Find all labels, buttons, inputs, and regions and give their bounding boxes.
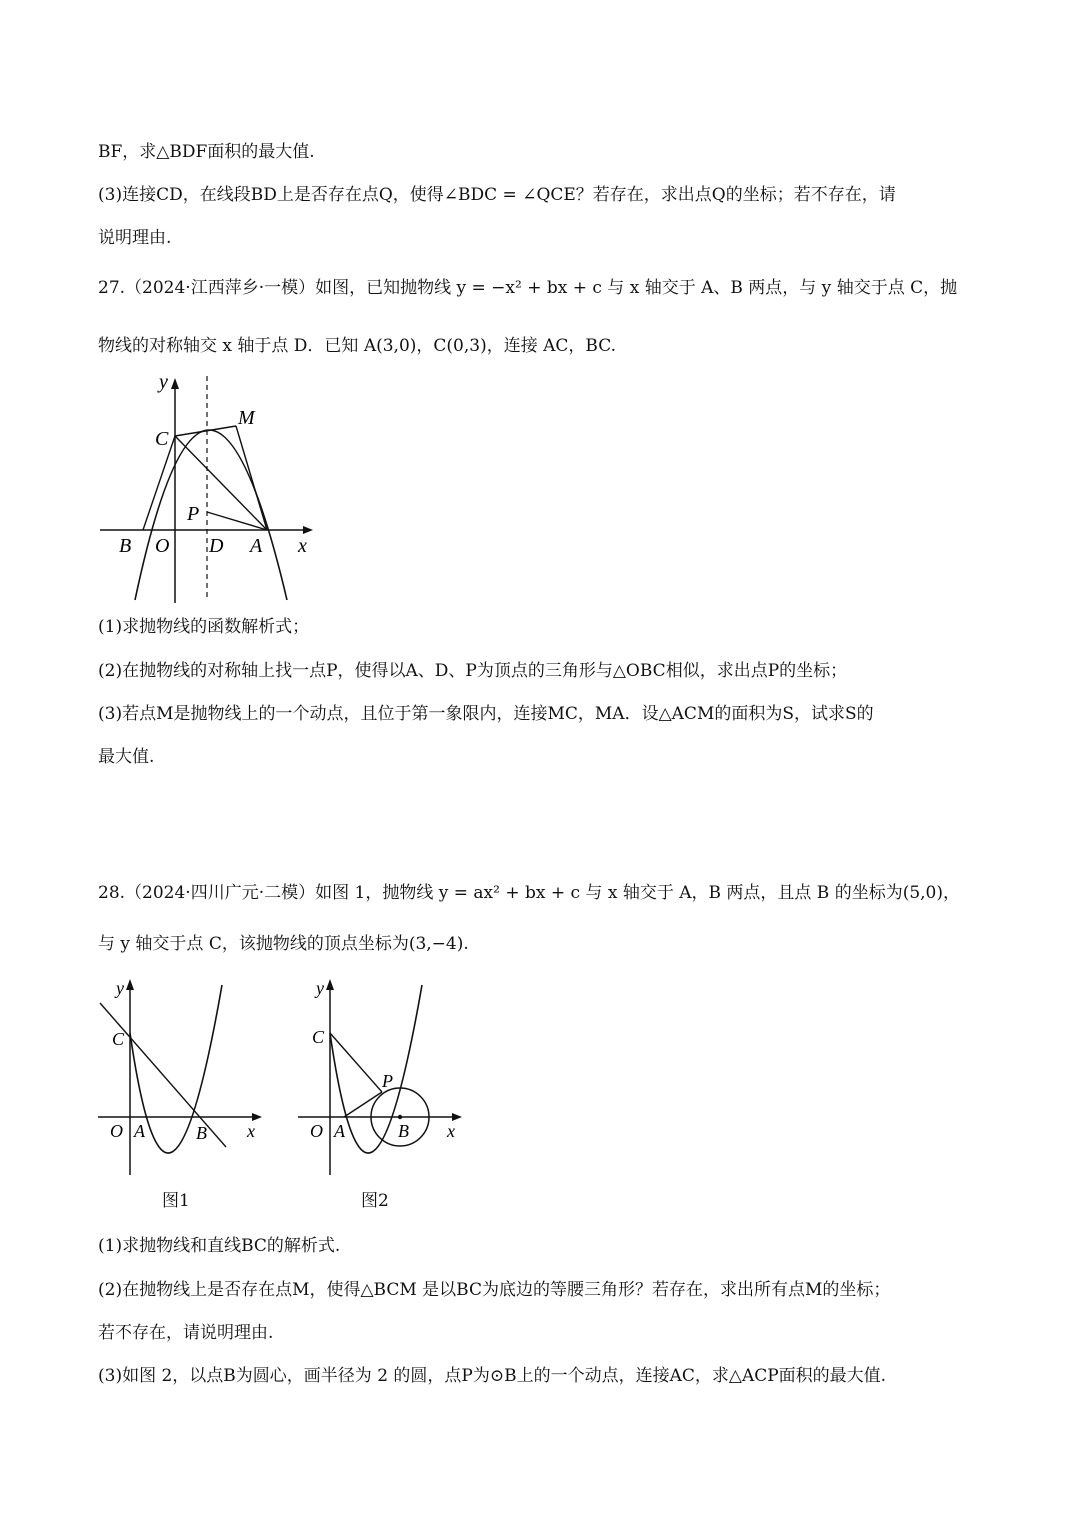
q28-part-3: (3)如图 2，以点B为圆心，画半径为 2 的圆，点P为⊙B上的一个动点，连接AC，求△ACP面积的最大值. bbox=[98, 1366, 887, 1386]
q28f2-center-B bbox=[398, 1115, 402, 1119]
q28-figure-1 bbox=[92, 975, 272, 1180]
q28f2-label-C: C bbox=[312, 1027, 325, 1047]
q28f1-label-C: C bbox=[112, 1029, 125, 1049]
q27-part-1: (1)求抛物线的函数解析式； bbox=[98, 617, 310, 637]
prev-line-3: 说明理由. bbox=[98, 228, 172, 248]
q28f2-x-arrow bbox=[452, 1113, 462, 1121]
q28f2-label-x: x bbox=[447, 1121, 455, 1141]
q27-line-1: 27.（2024·江西萍乡·一模）如图，已知抛物线 y = −x² + bx + c 与 x 轴交于 A、B 两点，与 y 轴交于点 C，抛 bbox=[98, 278, 958, 298]
q27-label-M: M bbox=[238, 407, 255, 429]
q27-label-x: x bbox=[298, 535, 307, 557]
q28-fig2-caption: 图2 bbox=[361, 1191, 389, 1211]
q28f1-label-O: O bbox=[110, 1121, 123, 1141]
q28f2-y-arrow bbox=[326, 979, 334, 990]
q28f1-label-B: B bbox=[196, 1123, 207, 1143]
q28f2-seg-AP bbox=[344, 1092, 382, 1117]
q28f2-label-B: B bbox=[398, 1121, 409, 1141]
q28f1-label-y: y bbox=[116, 978, 124, 998]
q27-seg-CB bbox=[143, 436, 175, 530]
q27-label-B: B bbox=[119, 535, 132, 557]
q27-line-2: 物线的对称轴交 x 轴于点 D．已知 A(3,0)，C(0,3)，连接 AC，BC. bbox=[98, 336, 617, 356]
q27-label-C: C bbox=[155, 428, 169, 450]
q28-figure-2 bbox=[292, 975, 472, 1180]
q28-line-2: 与 y 轴交于点 C，该抛物线的顶点坐标为(3,−4). bbox=[98, 934, 469, 954]
q28f1-x-arrow bbox=[252, 1113, 262, 1121]
q28f2-label-A: A bbox=[334, 1121, 345, 1141]
q27-label-y: y bbox=[159, 371, 168, 393]
q28-fig1-caption: 图1 bbox=[162, 1191, 190, 1211]
q28-part-2b: 若不存在，请说明理由. bbox=[98, 1323, 274, 1343]
q27-label-D: D bbox=[209, 535, 224, 557]
q27-part-3b: 最大值. bbox=[98, 747, 155, 767]
q28-part-1: (1)求抛物线和直线BC的解析式. bbox=[98, 1236, 341, 1256]
q27-x-arrow bbox=[303, 526, 313, 534]
q28f1-label-x: x bbox=[247, 1121, 255, 1141]
q28f1-label-A: A bbox=[134, 1121, 145, 1141]
q27-label-O: O bbox=[155, 535, 170, 557]
prev-line-1: BF，求△BDF面积的最大值. bbox=[98, 142, 315, 162]
q27-y-arrow bbox=[171, 378, 179, 389]
q28f1-y-arrow bbox=[126, 979, 134, 990]
q28f2-label-y: y bbox=[316, 978, 324, 998]
q27-part-2: (2)在抛物线的对称轴上找一点P，使得以A、D、P为顶点的三角形与△OBC相似，求出点P的坐标； bbox=[98, 661, 848, 681]
q27-part-3a: (3)若点M是抛物线上的一个动点，且位于第一象限内，连接MC，MA．设△ACM的面积为S，试求S的 bbox=[98, 704, 874, 724]
q27-seg-CM bbox=[175, 426, 236, 436]
q27-label-A: A bbox=[250, 535, 263, 557]
q28-line-1: 28.（2024·四川广元·二模）如图 1，抛物线 y = ax² + bx + c 与 x 轴交于 A，B 两点，且点 B 的坐标为(5,0)， bbox=[98, 883, 960, 903]
prev-line-2: (3)连接CD，在线段BD上是否存在点Q，使得∠BDC = ∠QCE？若存在，求出点Q的坐标；若不存在，请 bbox=[98, 185, 896, 205]
q27-label-P: P bbox=[187, 503, 200, 525]
q27-figure bbox=[95, 368, 335, 606]
q28f2-label-O: O bbox=[310, 1121, 323, 1141]
q27-parabola bbox=[135, 430, 287, 600]
q28-part-2a: (2)在抛物线上是否存在点M，使得△BCM 是以BC为底边的等腰三角形？若存在，求出所有点M的坐标； bbox=[98, 1280, 891, 1300]
q28f2-label-P: P bbox=[382, 1071, 393, 1091]
